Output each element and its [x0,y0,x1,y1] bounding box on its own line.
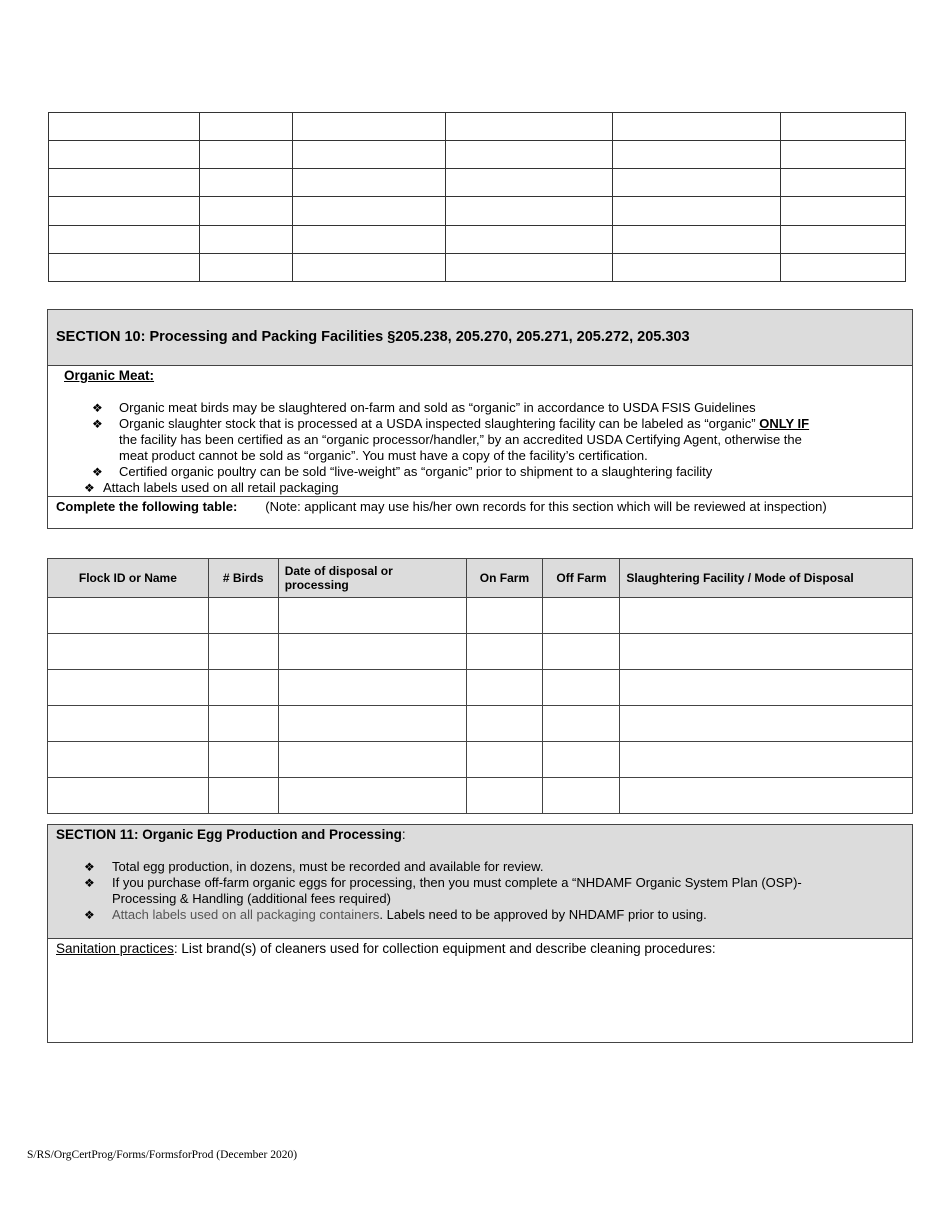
section-11-title-colon: : [401,827,406,842]
flock-disposal-table [47,558,913,814]
table-cell[interactable] [620,598,913,634]
table-cell[interactable] [48,778,209,814]
table-cell[interactable] [199,225,292,253]
table-row [48,634,913,670]
table-cell[interactable] [613,197,781,225]
table-cell[interactable] [278,742,466,778]
table-cell[interactable] [49,141,200,169]
table-row [48,598,913,634]
table-cell[interactable] [445,113,613,141]
document-footer: S/RS/OrgCertProg/Forms/FormsforProd (December 2020) [27,1149,298,1161]
section-11-header [48,825,912,939]
table-cell[interactable] [278,634,466,670]
bullet-text-continued: Processing & Handling (additional fees required) [112,891,391,906]
table-cell[interactable] [781,113,906,141]
table-cell[interactable] [208,706,278,742]
bullet-diamond-icon: ❖ [92,465,103,479]
list-item [84,907,874,923]
table-cell[interactable] [208,742,278,778]
table-cell[interactable] [781,197,906,225]
table-cell[interactable] [543,670,620,706]
bullet-text: Certified organic poultry can be sold “live-weight” as “organic” prior to shipment to a slaughtering facility [119,464,713,479]
table-cell[interactable] [781,225,906,253]
list-item [84,859,874,875]
table-cell[interactable] [208,598,278,634]
table-cell[interactable] [620,706,913,742]
table-cell[interactable] [49,113,200,141]
bullet-text-suffix: . Labels need to be approved by NHDAMF prior to using. [379,907,707,922]
bullet-diamond-icon: ❖ [84,481,95,495]
bullet-text: Attach labels used on all packaging containers [112,907,380,922]
table-cell[interactable] [445,141,613,169]
table-cell[interactable] [292,253,445,281]
table-cell[interactable] [620,634,913,670]
complete-label: Complete the following table: [56,499,238,514]
table-row [49,169,906,197]
bullet-text-continued: the facility has been certified as an “organic processor/handler,” by an accredited USDA Certifying Agent, otherwise the [119,432,802,447]
column-header: Date of disposal or processing [278,559,466,598]
column-header: Flock ID or Name [48,559,209,598]
column-header: Slaughtering Facility / Mode of Disposal [620,559,913,598]
divider [48,496,912,497]
table-cell[interactable] [199,113,292,141]
table-cell[interactable] [620,670,913,706]
table-cell[interactable] [48,598,209,634]
table-cell[interactable] [445,225,613,253]
table-cell[interactable] [278,778,466,814]
column-header: Off Farm [543,559,620,598]
table-row [49,113,906,141]
table-cell[interactable] [613,141,781,169]
table-cell[interactable] [48,670,209,706]
table-cell[interactable] [208,778,278,814]
table-cell[interactable] [49,225,200,253]
section-11-title [56,827,406,842]
table-row [49,197,906,225]
table-cell[interactable] [620,742,913,778]
table-cell[interactable] [199,169,292,197]
bullet-text: Organic slaughter stock that is processed at a USDA inspected slaughtering facility can be labeled as “organic” [119,416,756,431]
table-cell[interactable] [49,253,200,281]
bullet-text: Total egg production, in dozens, must be recorded and available for review. [112,859,544,874]
table-cell[interactable] [199,197,292,225]
bullet-diamond-icon: ❖ [92,401,103,415]
table-cell[interactable] [543,634,620,670]
sanitation-practices-prompt [56,941,716,956]
table-row [49,225,906,253]
table-cell[interactable] [613,113,781,141]
section-10-title: SECTION 10: Processing and Packing Facilities §205.238, 205.270, 205.271, 205.272, 205.303 [48,310,912,366]
table-cell[interactable] [48,706,209,742]
table-cell[interactable] [466,598,543,634]
complete-table-instruction [56,499,827,514]
table-cell[interactable] [781,141,906,169]
table-cell[interactable] [466,634,543,670]
table-cell[interactable] [445,253,613,281]
blank-records-table [48,112,906,282]
table-cell[interactable] [208,670,278,706]
section-11-title-bold: SECTION 11: Organic Egg Production and Processing [56,827,402,842]
table-cell[interactable] [543,742,620,778]
bullet-diamond-icon: ❖ [84,908,95,922]
table-cell[interactable] [278,670,466,706]
table-cell[interactable] [199,253,292,281]
table-row [48,778,913,814]
table-cell[interactable] [620,778,913,814]
table-cell[interactable] [49,169,200,197]
table-row [48,706,913,742]
table-cell[interactable] [781,253,906,281]
section-11-bullet-list [84,859,874,923]
sanitation-label: Sanitation practices [56,941,174,956]
section-10-box [47,309,913,529]
section-10-bullet-list [84,400,892,496]
section-11-box [47,824,913,1043]
sanitation-text: : List brand(s) of cleaners used for collection equipment and describe cleaning procedures: [173,941,716,956]
table-cell[interactable] [445,197,613,225]
bullet-text-continued: meat product cannot be sold as “organic”. You must have a copy of the facility’s certification. [119,448,648,463]
table-cell[interactable] [466,742,543,778]
only-if-emphasis: ONLY IF [759,416,810,431]
table-row [49,141,906,169]
table-cell[interactable] [292,197,445,225]
table-cell[interactable] [466,706,543,742]
table-row [48,742,913,778]
table-cell[interactable] [292,169,445,197]
table-cell[interactable] [445,169,613,197]
table-cell[interactable] [292,141,445,169]
table-cell[interactable] [613,169,781,197]
table-cell[interactable] [543,778,620,814]
bullet-diamond-icon: ❖ [92,417,103,431]
bullet-text: Attach labels used on all retail packaging [103,480,339,495]
table-cell[interactable] [613,225,781,253]
table-cell[interactable] [543,706,620,742]
table-cell[interactable] [199,141,292,169]
list-item [84,875,874,907]
bullet-diamond-icon: ❖ [84,876,95,890]
table-row [49,253,906,281]
table-cell[interactable] [543,598,620,634]
table-cell[interactable] [278,706,466,742]
complete-note: (Note: applicant may use his/her own records for this section which will be reviewed at inspection) [265,499,827,514]
table-cell[interactable] [292,225,445,253]
table-header-row [48,559,913,598]
organic-meat-heading: Organic Meat: [64,368,155,383]
table-cell[interactable] [278,598,466,634]
table-cell[interactable] [466,778,543,814]
table-cell[interactable] [208,634,278,670]
column-header: On Farm [466,559,543,598]
bullet-text: If you purchase off-farm organic eggs for processing, then you must complete a “NHDAMF Organic System Plan (OSP)- [112,875,802,890]
list-item [92,416,892,464]
table-cell[interactable] [48,634,209,670]
table-cell[interactable] [781,169,906,197]
table-cell[interactable] [292,113,445,141]
table-cell[interactable] [49,197,200,225]
table-row [48,670,913,706]
table-cell[interactable] [466,670,543,706]
bullet-text: Organic meat birds may be slaughtered on-farm and sold as “organic” in accordance to USDA FSIS Guidelines [119,400,756,415]
list-item [84,480,892,496]
table-cell[interactable] [613,253,781,281]
bullet-diamond-icon: ❖ [84,860,95,874]
list-item [92,464,892,480]
table-cell[interactable] [48,742,209,778]
column-header: # Birds [208,559,278,598]
list-item [92,400,892,416]
